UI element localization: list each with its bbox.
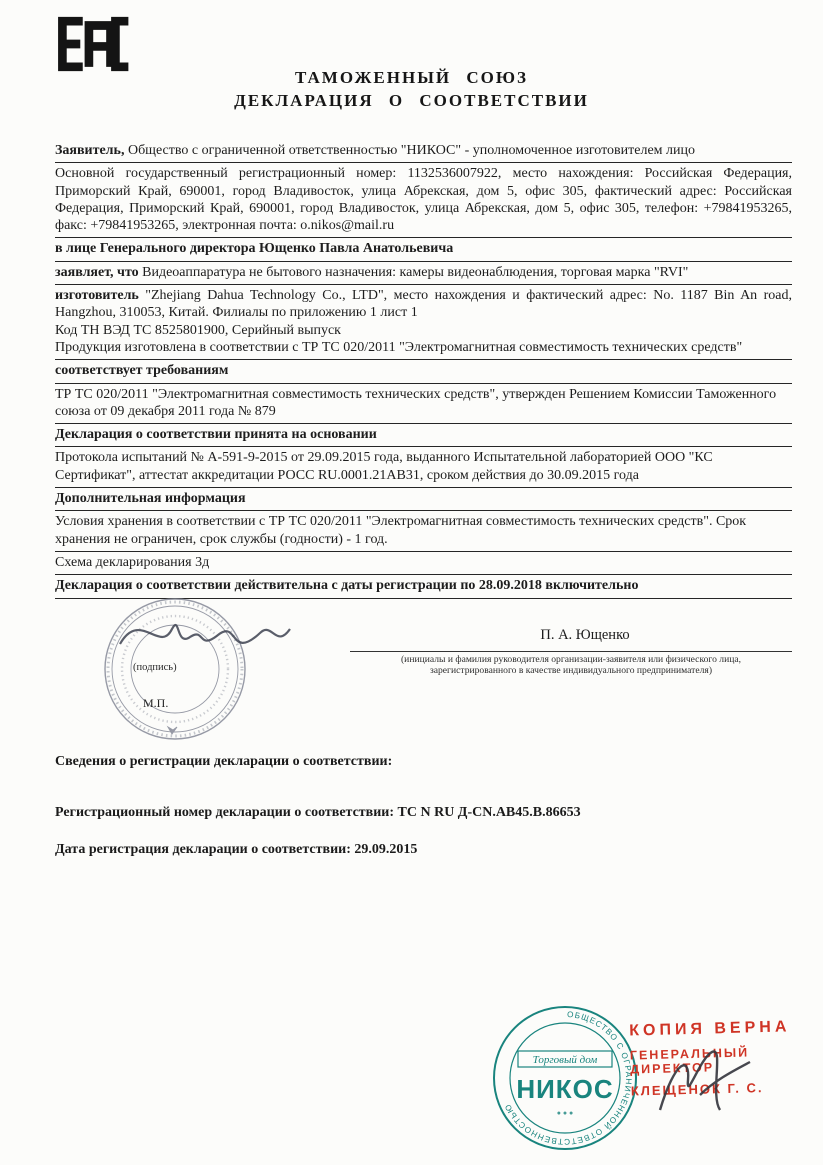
scheme-line: Схема декларирования 3д <box>55 554 210 570</box>
title-line-1: ТАМОЖЕННЫЙ СОЮЗ <box>295 68 528 87</box>
director-signature-scribble <box>640 1040 760 1130</box>
code-line: Код ТН ВЭД ТС 8525801900, Серийный выпуск <box>55 322 341 338</box>
basis-text: Протокола испытаний № А-591-9-2015 от 29.09.2015 года, выданного Испытательной лабораторией ООО "КС Сертификат", аттестат аккредитации РОСС RU.0001.21АВ31, сроком действия до 30.09.2015 года <box>55 450 713 483</box>
registration-info-text: Основной государственный регистрационный номер: 1132536007922, место нахождения: Российская Федерация, Приморский Край, 690001, город Владивосток, улица Абрекская, дом 5, офис 305, фактический адрес: Российская Федерация, Приморский Край, 690001, город Владивосток, улица Абрекская, дом 5, офис 305, телефон: +79841953265, факс: +79841953265, электронная почта: o.nikos@mail.ru <box>55 166 792 234</box>
applicant-row <box>55 140 792 163</box>
stamp-top-label: Торговый дом <box>532 1054 598 1066</box>
registration-header: Сведения о регистрации декларации о соответствии: <box>55 753 393 769</box>
basis-text-row <box>55 447 792 488</box>
declares-row <box>55 262 792 285</box>
copy-line-1: КОПИЯ ВЕРНА <box>629 1018 791 1040</box>
additional-text: Условия хранения в соответствии с ТР ТС 020/2011 "Электромагнитная совместимость технических средств". Срок хранения не ограничен, срок службы (годности) - 1 год. <box>55 514 747 547</box>
represented-by-text: в лице Генерального директора Ющенко Павла Анатольевича <box>55 241 454 257</box>
sign-caption: (подпись) <box>133 661 177 673</box>
signatory-caption <box>350 651 792 677</box>
scheme-row <box>55 552 792 575</box>
signatory-caption-line-2: зарегистрированного в качестве индивидуального предпринимателя) <box>429 665 713 677</box>
basis-label: Декларация о соответствии принята на основании <box>55 427 377 443</box>
bottom-stamp-cluster <box>480 995 823 1145</box>
document-title <box>0 66 823 112</box>
additional-label: Дополнительная информация <box>55 491 246 507</box>
registration-info-row <box>55 163 792 238</box>
declares-text: Видеоаппаратура не бытового назначения: камеры видеонаблюдения, торговая марка "RVI" <box>142 264 689 280</box>
company-round-stamp <box>490 1003 640 1158</box>
svg-text:● ● ●: ● ● ● <box>556 1110 574 1117</box>
complies-text: ТР ТС 020/2011 "Электромагнитная совместимость технических средств", утвержден Решением Комиссии Таможенного союза от 09 декабря 2011 года № 879 <box>55 386 777 419</box>
manufacturer-label: изготовитель <box>55 288 139 304</box>
title-line-2: ДЕКЛАРАЦИЯ О СООТВЕТСТВИИ <box>234 91 589 110</box>
signatory-caption-line-1: (инициалы и фамилия руководителя организации-заявителя или физического лица, <box>400 653 742 665</box>
validity-line: Декларация о соответствии действительна с даты регистрации по 28.09.2018 включительно <box>55 578 639 594</box>
applicant-text: Общество с ограниченной ответственностью "НИКОС" - уполномоченное изготовителем лицо <box>127 143 696 158</box>
complies-label: соответствует требованиям <box>55 363 229 379</box>
copy-line-3: КЛЕЩЕНОК Г. С. <box>630 1080 764 1099</box>
declaration-body <box>55 140 792 858</box>
declares-label: заявляет, что <box>55 264 139 280</box>
manufacturer-row <box>55 285 792 360</box>
production-line: Продукция изготовлена в соответствии с ТР ТС 020/2011 "Электромагнитная совместимость технических средств" <box>55 339 743 355</box>
additional-label-row <box>55 488 792 511</box>
signatory-name: П. А. Ющенко <box>540 626 630 643</box>
registration-block <box>55 753 792 859</box>
mp-caption: М.П. <box>143 695 169 710</box>
eac-logo-icon <box>55 14 129 74</box>
copy-line-2: ГЕНЕРАЛЬНЫЙ ДИРЕКТОР <box>629 1045 750 1077</box>
additional-text-row <box>55 511 792 552</box>
complies-label-row <box>55 360 792 383</box>
applicant-label: Заявитель, <box>55 143 125 158</box>
stamp-company-name: НИКОС <box>516 1074 614 1104</box>
registration-number: Регистрационный номер декларации о соответствии: ТС N RU Д-CN.АВ45.В.86653 <box>55 804 581 820</box>
manufacturer-text: "Zhejiang Dahua Technology Co., LTD", место нахождения и фактический адрес: No. 1187 Bin An road, Hangzhou, 310053, Китай. Филиалы по приложению 1 лист 1 <box>55 288 792 321</box>
represented-by-row <box>55 238 792 261</box>
stamp-ring-text: ОБЩЕСТВО С ОГРАНИЧЕННОЙ ОТВЕТСТВЕННОСТЬЮ <box>502 1009 634 1147</box>
complies-text-row <box>55 384 792 425</box>
signature-area <box>55 599 792 749</box>
registration-date: Дата регистрация декларации о соответствии: 29.09.2015 <box>55 842 418 858</box>
basis-label-row <box>55 424 792 447</box>
